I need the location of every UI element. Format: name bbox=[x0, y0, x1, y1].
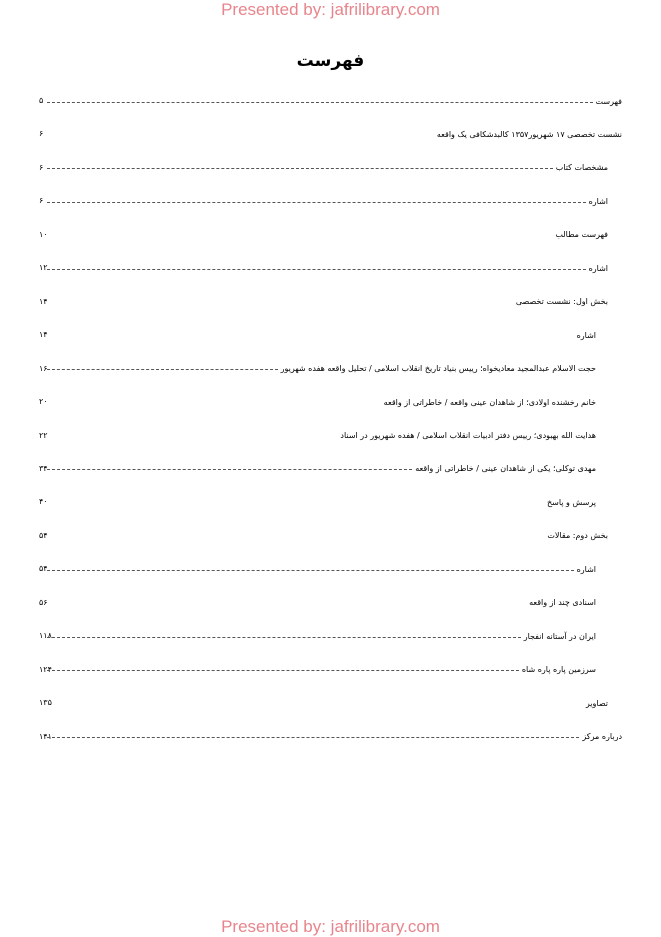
toc-page-number: ۶ bbox=[39, 162, 44, 172]
toc-leader-dots bbox=[47, 737, 579, 738]
toc-page-number: ۱۴ bbox=[39, 296, 48, 306]
toc-leader-dots bbox=[47, 637, 521, 638]
toc-page-number: ۱۱۸ bbox=[39, 631, 52, 641]
toc-entry[interactable] bbox=[0, 493, 661, 511]
toc-leader-dots bbox=[47, 168, 553, 169]
toc-entry[interactable] bbox=[0, 728, 661, 746]
toc-entry-label: هدایت الله بهبودی؛ رییس دفتر ادبیات انقلاب اسلامی / هفده شهریور در اسناد bbox=[340, 431, 596, 440]
toc-page-number: ۲۰ bbox=[39, 397, 48, 407]
toc-entry-label: درباره مرکز bbox=[582, 732, 622, 742]
toc-page-number: ۱۰ bbox=[39, 229, 48, 239]
toc-entry-label: اسنادی چند از واقعه bbox=[529, 598, 596, 608]
toc-page-number: ۵۴ bbox=[39, 530, 48, 540]
toc-entry[interactable] bbox=[0, 360, 661, 378]
toc-entry-label: فهرست bbox=[595, 96, 622, 106]
toc-entry[interactable] bbox=[0, 92, 661, 110]
page-title: فهرست bbox=[296, 51, 365, 71]
toc-entry[interactable] bbox=[0, 560, 661, 578]
toc-page-number: ۱۲ bbox=[39, 263, 48, 273]
toc-entry[interactable] bbox=[0, 627, 661, 645]
toc-entry-label: سرزمین پاره پاره شاه bbox=[521, 665, 596, 675]
toc-leader-dots bbox=[47, 202, 586, 203]
toc-page-number: ۵۶ bbox=[39, 597, 48, 607]
toc-entry[interactable] bbox=[0, 259, 661, 277]
toc-leader-dots bbox=[47, 269, 586, 270]
toc-page-number: ۶ bbox=[39, 129, 44, 139]
toc-entry-label: اشاره bbox=[588, 196, 608, 206]
watermark-bottom: Presented by: jafrilibrary.com bbox=[221, 917, 440, 936]
toc-page-number: ۳۴ bbox=[39, 463, 48, 473]
toc-entry[interactable] bbox=[0, 694, 661, 712]
watermark-top: Presented by: jafrilibrary.com bbox=[221, 0, 440, 19]
toc-entry-label: تصاویر bbox=[585, 698, 608, 708]
toc-page-number: ۲۲ bbox=[39, 430, 48, 440]
toc-page-number: ۴۰ bbox=[39, 497, 48, 507]
toc-page-number: ۱۴۱ bbox=[39, 731, 52, 741]
toc-entry[interactable] bbox=[0, 460, 661, 478]
toc-entry[interactable] bbox=[0, 192, 661, 210]
toc-entry[interactable] bbox=[0, 661, 661, 679]
toc-entry-label: حجت الاسلام عبدالمجید معادیخواه؛ رییس بنیاد تاریخ انقلاب اسلامی / تحلیل واقعه هفده شهریور bbox=[280, 364, 596, 374]
toc-entry-label: نشست تخصصی ۱۷ شهریور۱۳۵۷ کالبدشکافی یک واقعه bbox=[436, 129, 622, 139]
toc-page-number: ۶ bbox=[39, 196, 44, 206]
toc-entry[interactable] bbox=[0, 594, 661, 612]
toc-leader-dots bbox=[47, 102, 593, 103]
toc-entry[interactable] bbox=[0, 293, 661, 311]
toc-page-number: ۱۲۴ bbox=[39, 664, 52, 674]
toc-leader-dots bbox=[47, 469, 412, 470]
toc-page-number: ۵۴ bbox=[39, 564, 48, 574]
toc-entry[interactable] bbox=[0, 125, 661, 143]
toc-entry-label: فهرست مطالب bbox=[555, 230, 608, 240]
toc-leader-dots bbox=[47, 369, 278, 370]
toc-entry-label: ایران در آستانه انفجار bbox=[523, 631, 596, 641]
toc-entry-label: اشاره bbox=[576, 330, 596, 340]
toc-entry[interactable] bbox=[0, 527, 661, 545]
toc-entry-label: مشخصات کتاب bbox=[555, 163, 608, 173]
toc-entry-label: خانم رخشنده اولادی؛ از شاهدان عینی واقعه / خاطراتی از واقعه bbox=[383, 397, 596, 407]
toc-entry[interactable] bbox=[0, 393, 661, 411]
toc-page-number: ۵ bbox=[39, 96, 44, 105]
toc-leader-dots bbox=[47, 570, 574, 571]
toc-leader-dots bbox=[47, 670, 519, 671]
toc-entry[interactable] bbox=[0, 226, 661, 244]
toc-entry[interactable] bbox=[0, 159, 661, 177]
toc-entry-label: اشاره bbox=[576, 564, 596, 574]
toc-page-number: ۱۳۵ bbox=[39, 698, 52, 708]
toc-entry-label: بخش اول: نشست تخصصی bbox=[515, 297, 608, 307]
toc-page-number: ۱۶ bbox=[39, 363, 48, 373]
toc-entry[interactable] bbox=[0, 326, 661, 344]
toc-entry-label: بخش دوم: مقالات bbox=[547, 531, 608, 541]
toc-entry-label: مهدی توکلی؛ یکی از شاهدان عینی / خاطراتی از واقعه bbox=[415, 464, 596, 474]
toc-entry-label: اشاره bbox=[588, 263, 608, 273]
toc-entry[interactable] bbox=[0, 427, 661, 445]
toc-entry-label: پرسش و پاسخ bbox=[546, 497, 596, 507]
toc-page-number: ۱۴ bbox=[39, 330, 48, 340]
